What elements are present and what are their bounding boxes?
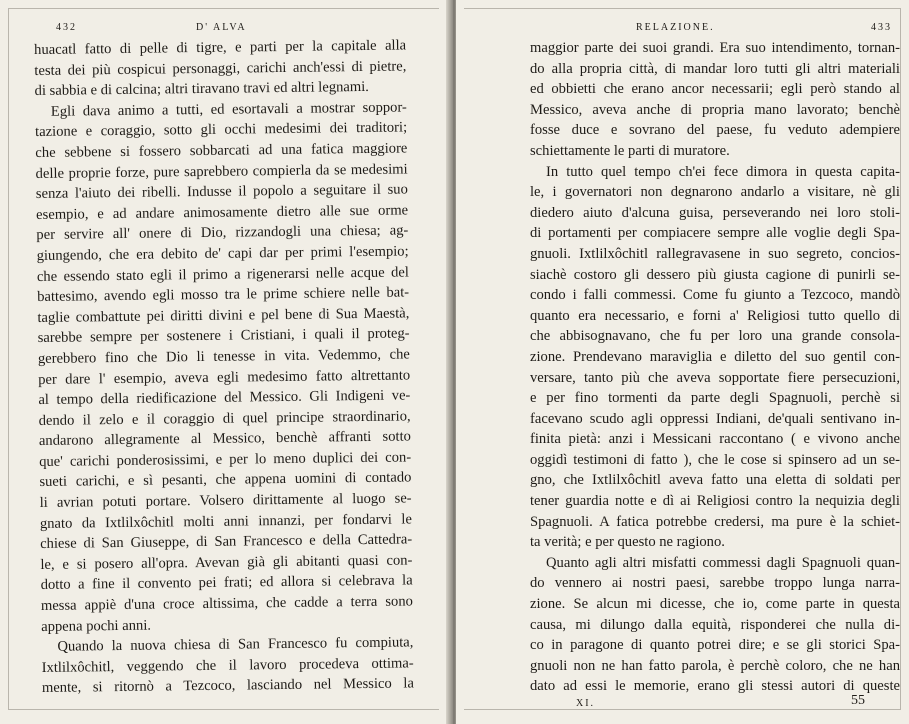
- page-number: 432: [56, 22, 77, 33]
- text-line: Messico, aveva anche di propria mano lavorato; benchè: [530, 101, 900, 118]
- text-line: e per fino tormenti da parte degli Spagnuoli, perchè si: [530, 390, 900, 407]
- text-line: huacatl fatto di pelle di tigre, e parti per la capitale alla: [34, 37, 407, 58]
- text-line: esempio, e ad andare animosamente dietro alle sue orme: [36, 202, 409, 223]
- text-line: facevano scudo agli oppressi Indiani, de'quali sentivano in-: [530, 410, 900, 427]
- text-line: siachè costoro gli dessero più giusta cagione di punirli se-: [530, 266, 900, 283]
- text-line: andarono allegramente al Messico, benchè affranti sotto: [38, 428, 411, 450]
- text-line: maggior parte dei suoi grandi. Era suo intendimento, tornan-: [530, 40, 900, 56]
- left-page: [0, 0, 452, 724]
- text-line: fosse duce e sovrano del paese, fu veduto adempiere: [530, 122, 900, 139]
- signature-mark: XI.: [576, 698, 596, 709]
- text-line: versare, tanto più che aveva sopportate fiere persecuzioni,: [530, 369, 900, 386]
- text-line: giungendo, che era debito de' capi dar per primi l'esempio;: [36, 243, 409, 264]
- body-text: [34, 35, 414, 698]
- text-line: di portamenti per compiacere sempre alle voglie degli Spa-: [530, 225, 900, 242]
- body-text: [530, 38, 900, 697]
- text-line: mente, si ritornò a Tezcoco, lasciando nel Messico la: [41, 675, 414, 697]
- text-line: diedero aiuto d'alcuna guisa, perseverando nei loro stoli-: [530, 204, 900, 221]
- text-line: le, i governatori non degnarono andarlo a visitare, nè gli: [530, 184, 900, 201]
- text-line: battesimo, avendo egli mosso tra le prime schiere nelle bat-: [37, 284, 410, 306]
- text-line: ta verità; e per questo ne ragiono.: [530, 534, 725, 551]
- text-line: dotto a fine il convento pei frati; ed allora si celebrava la: [40, 572, 413, 594]
- text-line: oggidì testimoni di fatto ), che le cose si spinsero ad un se-: [530, 451, 900, 468]
- text-line: dendo il zelo e il coraggio di quel principe straordinario,: [38, 408, 411, 429]
- text-line: senza l'aiuto dei ribelli. Indusse il popolo a seguitare il suo: [35, 181, 408, 203]
- text-line: per servire all' onere di Dio, rizzandogli una chiesa; ag-: [36, 222, 409, 244]
- text-line: gnuoli non ne han fatto parola, è perchè coloro, che ne han: [530, 657, 900, 674]
- text-line: Spagnuoli. A fatica potrebbe credersi, ma pure è la schiet-: [530, 513, 900, 530]
- text-line: tazione e coraggio, sotto gli occhi medesimi dei traditori;: [35, 119, 408, 141]
- text-line: In tutto quel tempo ch'ei fece dimora in questa capita-: [546, 163, 900, 180]
- text-line: ed obbietti che erano ancor necessarii; egli però stando al: [530, 81, 900, 98]
- text-line: Quanto agli altri misfatti commessi dagli Spagnuoli quan-: [546, 554, 900, 571]
- text-line: sarebbe sempre per sostenere i Cristiani, i quali il proteg-: [37, 325, 410, 347]
- text-line: finita pietà: anzi i Messicani raccontano ( e vivono anche: [530, 431, 900, 448]
- text-line: schiettamente le parti di muratore.: [530, 142, 730, 159]
- text-line: le, e si posero all'opra. Avevan già gli abitanti quasi con-: [40, 552, 413, 573]
- text-line: chiese di San Giuseppe, di San Francesco e della Cattedra-: [40, 531, 413, 553]
- text-line: Egli dava animo a tutti, ed esortavali a mostrar soppor-: [50, 99, 407, 120]
- text-line: messa appiè d'una croce altissima, che cadde a terra sono: [40, 593, 413, 614]
- right-page: [456, 0, 909, 724]
- text-line: Ixtlilxôchitl, veggendo che il lavoro procedeva ottima-: [41, 655, 414, 676]
- text-line: che abbisognavano, che fu per loro una grande consola-: [530, 328, 900, 345]
- text-line: che essendo stato egli il primo a rigenerarsi nelle acque del: [36, 263, 409, 285]
- running-head: D' ALVA: [196, 22, 247, 33]
- running-head: RELAZIONE.: [636, 22, 715, 33]
- text-line: tener guardia notte e dì ai Religiosi contro la nequizia degli: [530, 493, 900, 510]
- text-line: testa dei più cospicui personaggi, carichi anch'essi di pietre,: [34, 58, 407, 79]
- folio-number: 55: [851, 693, 865, 708]
- text-line: co in paragone di quanto potrei dire; e se gli storici Spa-: [530, 637, 900, 654]
- text-line: zione. Prendevano maraviglia e diletto del suo gentil con-: [530, 348, 900, 365]
- text-line: gnato da Ixtlilxôchitl molti anni innanzi, per fondarvi le: [39, 511, 412, 532]
- text-line: li avrian potuti portare. Volsero dirittamente al luogo se-: [39, 490, 412, 512]
- text-line: gerebbero fino che Dio li tenesse in vita. Vedemmo, che: [37, 346, 410, 367]
- text-line: quanto era necessario, e forni a' Religiosi tutto quello di: [530, 307, 900, 324]
- text-line: Quando la nuova chiesa di San Francesco fu compiuta,: [57, 634, 414, 655]
- page-number: 433: [871, 22, 892, 33]
- text-line: sueti carichi, e sì pesanti, che appena uomini di contado: [39, 469, 412, 491]
- text-line: gnuoli. Ixtlilxôchitl rallegravasene in suo segreto, concios-: [530, 245, 900, 262]
- text-line: causa, mi dilungo dalla equità, risponderei che nulla di-: [530, 616, 900, 633]
- text-line: do alla propria città, di mandar loro tutti gli altri materiali: [530, 60, 900, 77]
- text-line: condo i falli commessi. Come fu giunto a Tezcoco, mandò: [530, 287, 900, 304]
- text-line: gno, che Ixtlilxôchitl aveva fatto una eletta di soldati per: [530, 472, 900, 489]
- text-line: que' carichi ponderosissimi, e per lo meno duplici dei con-: [39, 449, 412, 470]
- text-line: appena pochi anni.: [41, 617, 152, 635]
- text-line: taglie combattute pei diritti divini e pel bene di Sua Maestà,: [37, 305, 410, 326]
- text-line: per dare l' esempio, aveva egli medesimo fatto altrettanto: [38, 366, 411, 388]
- text-line: zione. Se alcun mi dicesse, che io, come parte in questa: [530, 596, 900, 613]
- text-line: dato ad essi le memorie, erano gli stessi autori di queste: [530, 678, 900, 695]
- text-line: al tempo della riedificazione del Messico. Gli Indigeni ve-: [38, 387, 411, 409]
- text-line: delle proprie forze, pure saprebbero compierla da se medesimi: [35, 161, 408, 182]
- text-line: che sebbene si fossero sobbarcati ad una fatica maggiore: [35, 140, 408, 161]
- text-line: di sabbia e di calcina; altri tiravano travi ed altri legnami.: [34, 79, 370, 100]
- text-line: do vennero ai nostri paesi, sarebbe troppo lunga narra-: [530, 575, 900, 592]
